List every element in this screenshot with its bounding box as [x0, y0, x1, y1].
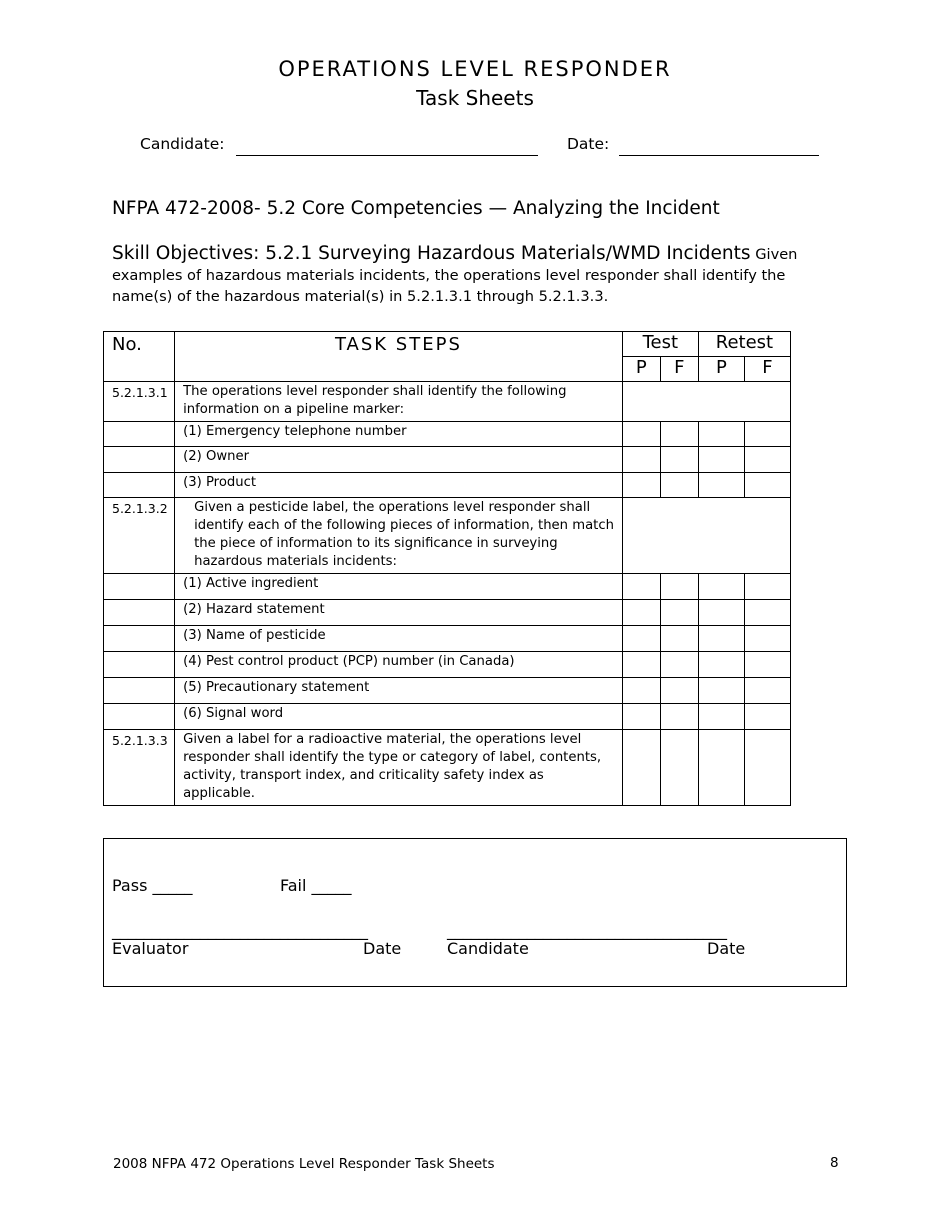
header-no: No.: [104, 332, 175, 382]
retest-pass-cell[interactable]: [698, 447, 744, 473]
retest-pass-cell[interactable]: [698, 704, 744, 730]
test-fail-cell[interactable]: [660, 652, 698, 678]
task-step: (1) Emergency telephone number: [175, 422, 623, 447]
table-row: [104, 730, 791, 806]
task-step: (6) Signal word: [175, 704, 623, 730]
task-number: [104, 652, 175, 678]
pass-field[interactable]: Pass _____: [112, 876, 193, 895]
task-number: [104, 473, 175, 498]
date-field[interactable]: [619, 155, 819, 156]
date-label: Date:: [567, 135, 610, 153]
retest-pass-cell[interactable]: [698, 678, 744, 704]
task-number: [104, 447, 175, 473]
retest-pass-cell[interactable]: [698, 600, 744, 626]
header-task-steps: TASK STEPS: [175, 332, 623, 382]
result-blank: [622, 498, 790, 574]
retest-pass-cell[interactable]: [698, 652, 744, 678]
task-number: [104, 574, 175, 600]
task-number: [104, 422, 175, 447]
table-row: [104, 473, 791, 498]
test-fail-cell[interactable]: [660, 626, 698, 652]
task-number: [104, 704, 175, 730]
task-step: (2) Owner: [175, 447, 623, 473]
retest-fail-cell[interactable]: [744, 600, 790, 626]
test-fail-cell[interactable]: [660, 678, 698, 704]
test-pass-cell[interactable]: [622, 704, 660, 730]
test-pass-cell[interactable]: [622, 447, 660, 473]
task-number: 5.2.1.3.1: [104, 382, 175, 422]
page-number: 8: [830, 1155, 839, 1171]
retest-fail-cell[interactable]: [744, 422, 790, 447]
task-step: (4) Pest control product (PCP) number (in Canada): [175, 652, 623, 678]
retest-fail-cell[interactable]: [744, 652, 790, 678]
table-row: [104, 652, 791, 678]
candidate-date-label: Date: [707, 939, 746, 958]
retest-fail-cell[interactable]: [744, 473, 790, 498]
task-step: (5) Precautionary statement: [175, 678, 623, 704]
header-test: Test: [622, 332, 698, 357]
test-fail-cell[interactable]: [660, 447, 698, 473]
retest-pass-cell[interactable]: [698, 422, 744, 447]
skill-body: Given examples of hazardous materials incidents, the operations level responder shall identify the name(s) of the hazardous material(s) in 5.2.1.3.1 through 5.2.1.3.3.: [112, 246, 798, 305]
page-title: OPERATIONS LEVEL RESPONDER: [278, 57, 672, 81]
retest-fail-cell[interactable]: [744, 626, 790, 652]
table-row: [104, 382, 791, 422]
candidate-label-signoff: Candidate: [447, 939, 529, 958]
header-retest-pass: P: [698, 357, 744, 382]
retest-fail-cell[interactable]: [744, 447, 790, 473]
fail-field[interactable]: Fail _____: [280, 876, 352, 895]
test-pass-cell[interactable]: [622, 652, 660, 678]
table-row: [104, 678, 791, 704]
task-step: Given a pesticide label, the operations level responder shall identify each of the following pieces of information, then match the piece of information to its significance in surveying hazardous materials incidents:: [175, 498, 623, 574]
task-number: [104, 678, 175, 704]
task-step: (2) Hazard statement: [175, 600, 623, 626]
header-test-fail: F: [660, 357, 698, 382]
candidate-field[interactable]: [236, 155, 538, 156]
task-steps-table: [103, 331, 791, 806]
test-pass-cell[interactable]: [622, 678, 660, 704]
standard-heading: NFPA 472-2008- 5.2 Core Competencies — Analyzing the Incident: [112, 198, 720, 219]
header-test-pass: P: [622, 357, 660, 382]
task-step: Given a label for a radioactive material, the operations level responder shall identify the type or category of label, contents, activity, transport index, and criticality safety index as applicable.: [175, 730, 623, 806]
task-step: (3) Name of pesticide: [175, 626, 623, 652]
candidate-signature-line[interactable]: ___________________________________: [447, 921, 727, 940]
retest-fail-cell[interactable]: [744, 730, 790, 806]
test-fail-cell[interactable]: [660, 730, 698, 806]
table-row: [104, 626, 791, 652]
retest-fail-cell[interactable]: [744, 574, 790, 600]
evaluator-label: Evaluator: [112, 939, 189, 958]
footer-text: 2008 NFPA 472 Operations Level Responder Task Sheets: [113, 1156, 495, 1172]
skill-objectives: [112, 243, 832, 307]
test-pass-cell[interactable]: [622, 574, 660, 600]
header-retest: Retest: [698, 332, 790, 357]
test-fail-cell[interactable]: [660, 704, 698, 730]
header-retest-fail: F: [744, 357, 790, 382]
test-pass-cell[interactable]: [622, 626, 660, 652]
task-number: [104, 626, 175, 652]
table-row: [104, 447, 791, 473]
evaluator-signature-line[interactable]: ________________________________: [112, 921, 368, 940]
table-row: [104, 600, 791, 626]
task-step: The operations level responder shall identify the following information on a pipeline marker:: [175, 382, 623, 422]
task-number: [104, 600, 175, 626]
skill-lead: Skill Objectives: 5.2.1 Surveying Hazardous Materials/WMD Incidents: [112, 243, 751, 264]
task-step: (1) Active ingredient: [175, 574, 623, 600]
task-step: (3) Product: [175, 473, 623, 498]
test-pass-cell[interactable]: [622, 422, 660, 447]
table-row: [104, 704, 791, 730]
test-fail-cell[interactable]: [660, 574, 698, 600]
test-fail-cell[interactable]: [660, 600, 698, 626]
evaluator-date-label: Date: [363, 939, 402, 958]
table-row: [104, 498, 791, 574]
retest-pass-cell[interactable]: [698, 730, 744, 806]
task-number: 5.2.1.3.3: [104, 730, 175, 806]
test-pass-cell[interactable]: [622, 730, 660, 806]
table-row: [104, 422, 791, 447]
retest-pass-cell[interactable]: [698, 626, 744, 652]
test-fail-cell[interactable]: [660, 473, 698, 498]
table-row: [104, 574, 791, 600]
page-subtitle: Task Sheets: [416, 86, 534, 110]
test-fail-cell[interactable]: [660, 422, 698, 447]
result-blank: [622, 382, 790, 422]
candidate-label: Candidate:: [140, 135, 225, 153]
retest-pass-cell[interactable]: [698, 574, 744, 600]
retest-pass-cell[interactable]: [698, 473, 744, 498]
signoff-box: [103, 838, 847, 987]
task-number: 5.2.1.3.2: [104, 498, 175, 574]
retest-fail-cell[interactable]: [744, 678, 790, 704]
retest-fail-cell[interactable]: [744, 704, 790, 730]
test-pass-cell[interactable]: [622, 600, 660, 626]
test-pass-cell[interactable]: [622, 473, 660, 498]
